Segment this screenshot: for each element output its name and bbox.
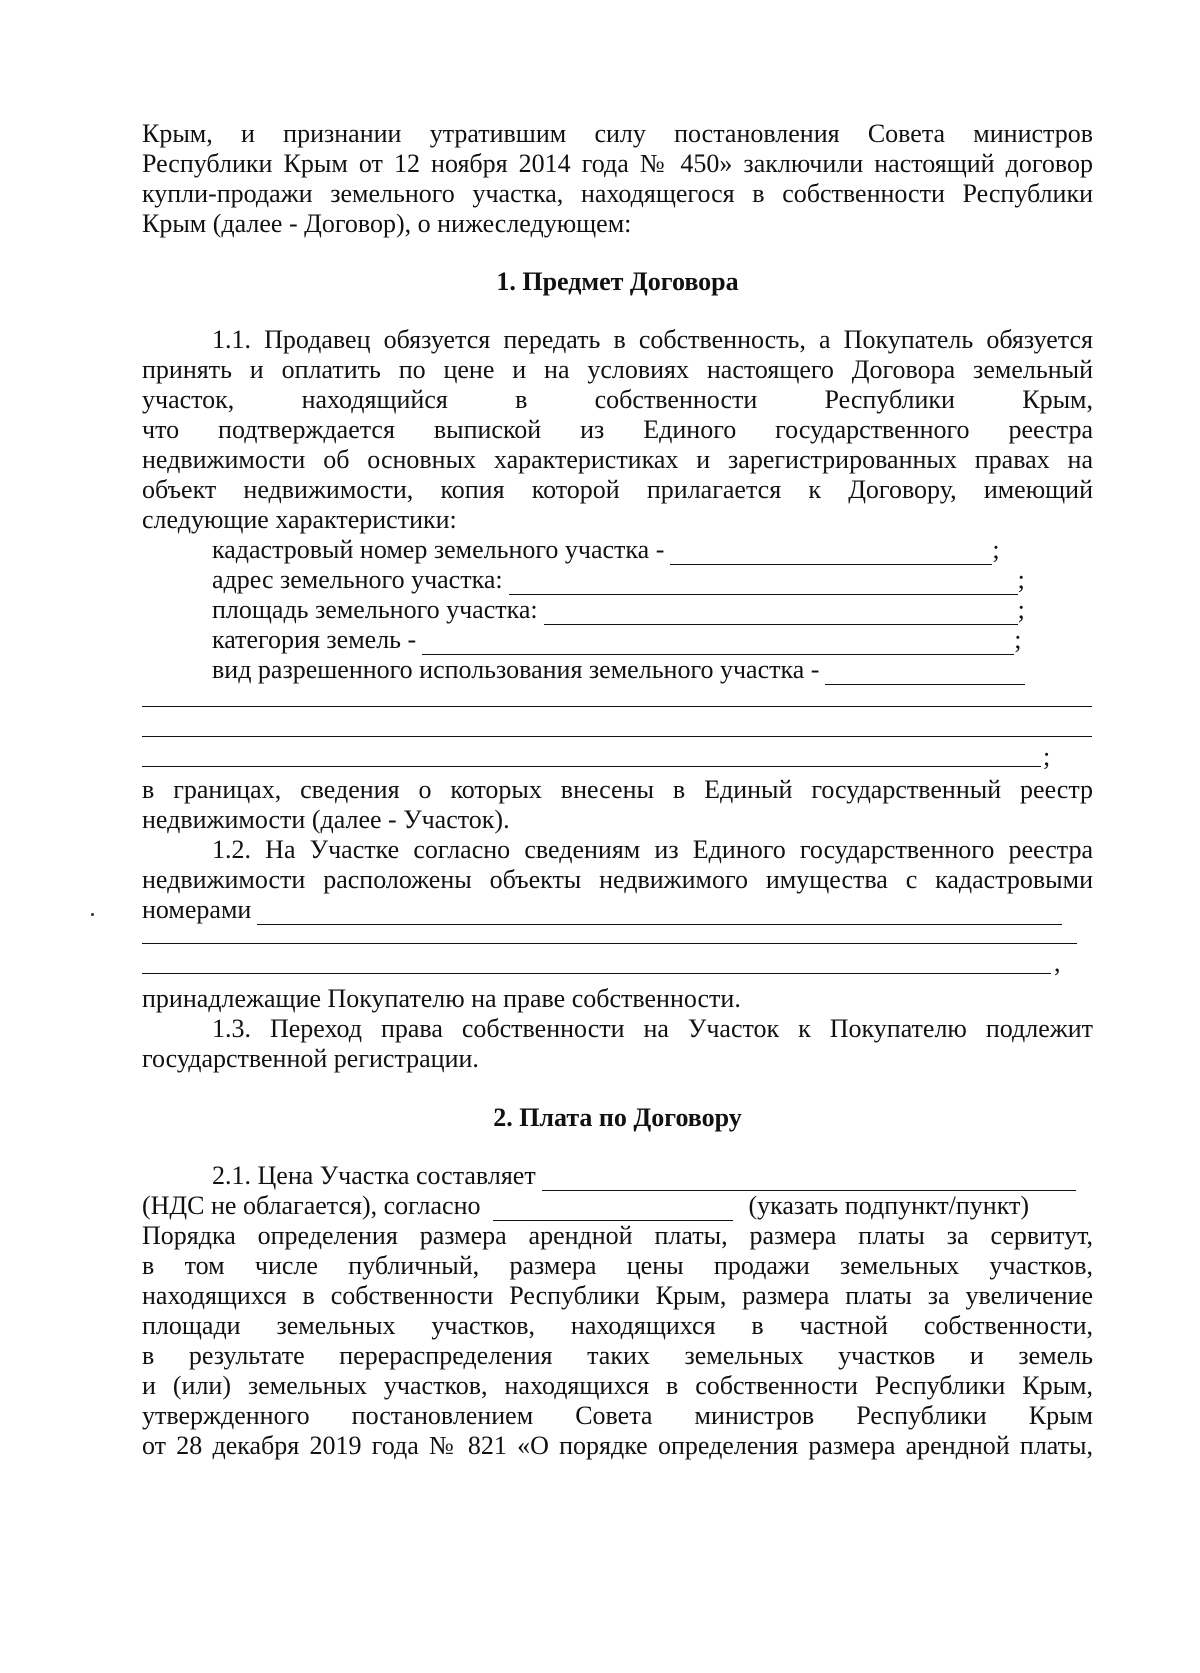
clause-1-1-line-4: что подтверждается выпиской из Единого государственного реестра [142, 415, 1093, 444]
price-basis-field [142, 1190, 1093, 1221]
price-field [212, 1160, 1093, 1191]
intro-line-3: купли-продажи земельного участка, находящегося в собственности Республики [142, 179, 1093, 208]
permitted-use-blank [825, 660, 1025, 685]
clause-1-2-tail: принадлежащие Покупателю на праве собственности. [142, 984, 741, 1013]
permitted-use-rule-2 [142, 736, 1092, 737]
semicolon: ; [1014, 625, 1022, 654]
clause-2-1-line-3: Порядка определения размера арендной платы, размера платы за сервитут, [142, 1221, 1093, 1250]
clause-2-1-line-2b: (указать подпункт/пункт) [748, 1191, 1030, 1220]
address-label: адрес земельного участка: [212, 565, 503, 594]
clause-1-1-tail-line-1: в границах, сведения о которых внесены в Единый государственный реестр [142, 775, 1093, 804]
semicolon: ; [1017, 565, 1025, 594]
clause-1-1-line-7: следующие характеристики: [142, 505, 457, 534]
cadastral-numbers-rule-2 [142, 973, 1051, 974]
permitted-use-rule-3 [142, 766, 1041, 767]
clause-1-1-line-3: участок, находящийся в собственности Республики Крым, [142, 385, 1093, 414]
cadastral-number-label: кадастровый номер земельного участка - [212, 535, 665, 564]
clause-1-1-line-6: объект недвижимости, копия которой прилагается к Договору, имеющий [142, 475, 1093, 504]
comma: , [1054, 948, 1061, 977]
clause-1-1-tail-line-2: недвижимости (далее - Участок). [142, 805, 510, 834]
area-label: площадь земельного участка: [212, 595, 538, 624]
land-category-blank [422, 630, 1014, 655]
clause-2-1-line-6: площади земельных участков, находящихся в частной собственности, [142, 1311, 1093, 1340]
clause-1-3-line-2: государственной регистрации. [142, 1044, 479, 1073]
clause-2-1-line-9: утвержденного постановлением Совета министров Республики Крым [142, 1401, 1093, 1430]
clause-2-1-line-7: в результате перераспределения таких земельных участков и земель [142, 1341, 1093, 1370]
scan-speck [91, 913, 94, 916]
permitted-use-field [212, 654, 1093, 685]
clause-1-1-line-2: принять и оплатить по цене и на условиях настоящего Договора земельный [142, 355, 1093, 384]
clause-1-1-line-1: 1.1. Продавец обязуется передать в собственность, а Покупатель обязуется [212, 325, 1093, 354]
cadastral-number-blank [670, 540, 992, 565]
cadastral-number-field [212, 534, 1093, 565]
section-1-heading: 1. Предмет Договора [496, 267, 739, 296]
area-field [212, 594, 1093, 625]
intro-line-1: Крым, и признании утратившим силу постановления Совета министров [142, 119, 1093, 148]
intro-line-2: Республики Крым от 12 ноября 2014 года № 450» заключили настоящий договор [142, 149, 1093, 178]
address-field [212, 564, 1093, 595]
permitted-use-label: вид разрешенного использования земельного участка - [212, 655, 820, 684]
address-blank [509, 570, 1018, 595]
clause-1-3-line-1: 1.3. Переход права собственности на Участок к Покупателю подлежит [212, 1014, 1093, 1043]
cadastral-numbers-blank [257, 900, 1062, 925]
clause-2-1-line-8: и (или) земельных участков, находящихся в собственности Республики Крым, [142, 1371, 1093, 1400]
price-blank [542, 1166, 1076, 1191]
clause-2-1-start: 2.1. Цена Участка составляет [212, 1161, 536, 1190]
clause-2-1-line-4: в том числе публичный, размера цены продажи земельных участков, [142, 1251, 1093, 1280]
area-blank [544, 600, 1018, 625]
cadastral-numbers-rule-1 [142, 943, 1077, 944]
clause-1-2-line-1: 1.2. На Участке согласно сведениям из Единого государственного реестра [212, 835, 1093, 864]
section-2-heading: 2. Плата по Договору [493, 1103, 742, 1132]
clause-2-1-line-10: от 28 декабря 2019 года № 821 «О порядке определения размера арендной платы, [142, 1431, 1093, 1460]
land-category-label: категория земель - [212, 625, 417, 654]
semicolon: ; [992, 535, 1000, 564]
clause-1-2-line-3: номерами [142, 895, 252, 924]
land-category-field [212, 624, 1093, 655]
cadastral-numbers-field [142, 894, 1093, 925]
price-basis-blank [493, 1196, 733, 1221]
semicolon: ; [1017, 595, 1025, 624]
permitted-use-rule-1 [142, 706, 1092, 707]
clause-2-1-line-2a: (НДС не облагается), согласно [142, 1191, 481, 1220]
clause-1-2-line-2: недвижимости расположены объекты недвижимого имущества с кадастровыми [142, 865, 1093, 894]
intro-line-4: Крым (далее - Договор), о нижеследующем: [142, 209, 632, 238]
semicolon: ; [1043, 742, 1051, 771]
clause-2-1-line-5: находящихся в собственности Республики Крым, размера платы за увеличение [142, 1281, 1093, 1310]
clause-1-1-line-5: недвижимости об основных характеристиках и зарегистрированных правах на [142, 445, 1093, 474]
